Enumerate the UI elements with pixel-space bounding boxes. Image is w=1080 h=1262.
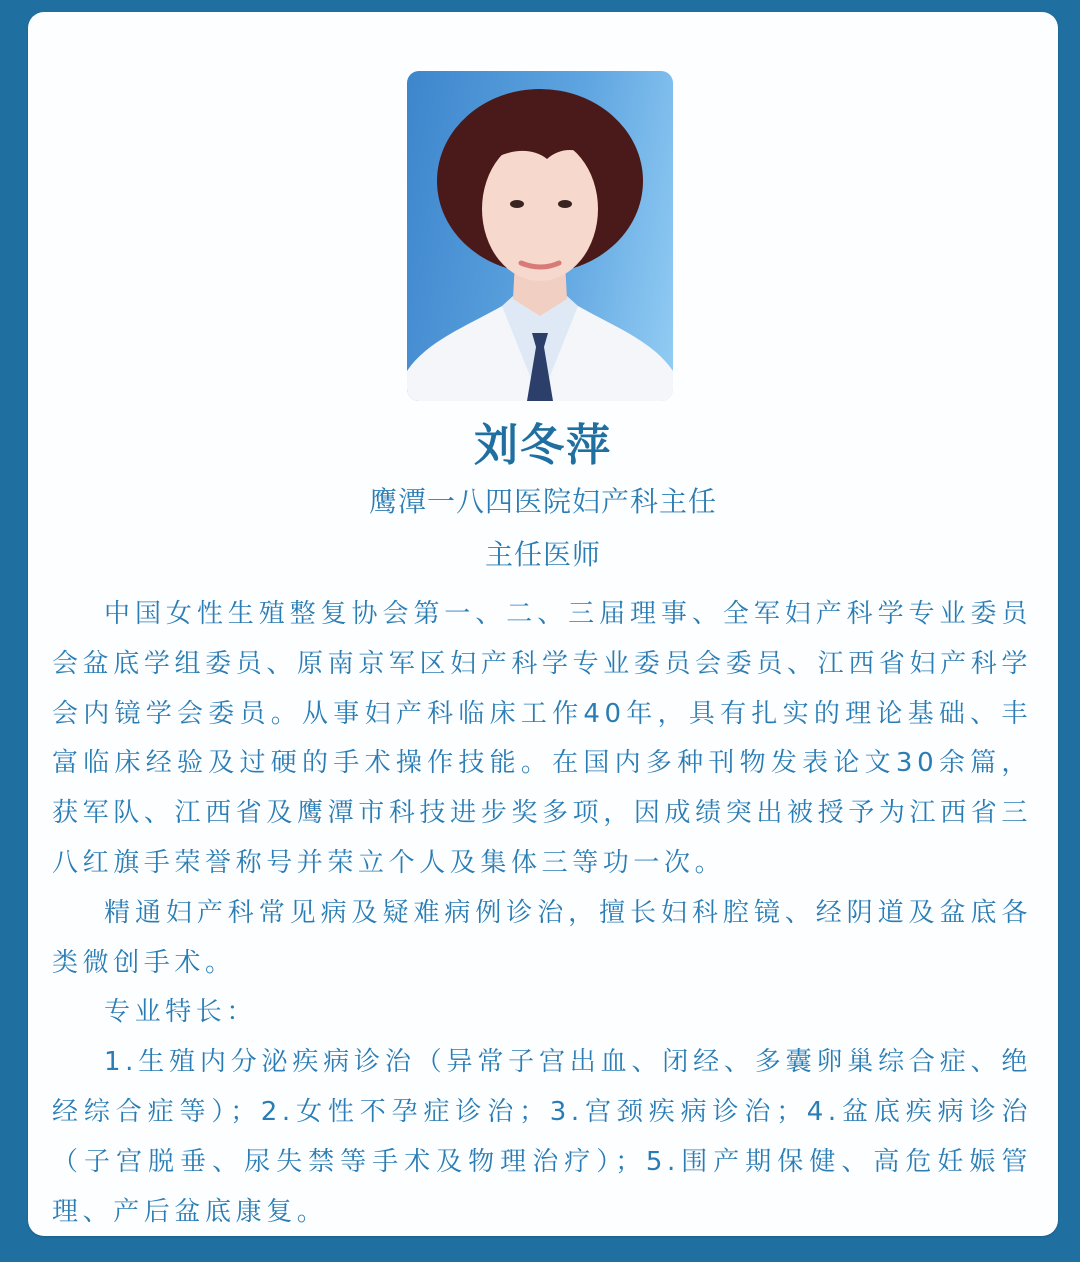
bio-specialties-list: 1.生殖内分泌疾病诊治（异常子宫出血、闭经、多囊卵巢综合症、绝经综合症等）；2.女性不孕症诊治；3.宫颈疾病诊治；4.盆底疾病诊治（子宫脱垂、尿失禁等手术及物理治疗）；5.围产期保健、高危妊娠管理、产后盆底康复。	[52, 1047, 1032, 1227]
bio-specialties-heading: 专业特长：	[104, 997, 258, 1028]
bio-paragraph-expertise: 精通妇产科常见病及疑难病例诊治，擅长妇科腔镜、经阴道及盆底各类微创手术。	[52, 897, 1032, 978]
doctor-name: 刘冬萍	[474, 420, 612, 471]
bio-text	[52, 590, 1032, 1237]
doctor-photo	[407, 71, 673, 401]
bio-paragraph-career: 中国女性生殖整复协会第一、二、三届理事、全军妇产科学专业委员会盆底学组委员、原南京军区妇产科学专业委员会委员、江西省妇产科学会内镜学会委员。从事妇产科临床工作40年，具有扎实的理论基础、丰富临床经验及过硬的手术操作技能。在国内多种刊物发表论文30余篇，获军队、江西省及鹰潭市科技进步奖多项，因成绩突出被授予为江西省三八红旗手荣誉称号并荣立个人及集体三等功一次。	[52, 599, 1032, 878]
doctor-title: 主任医师	[484, 538, 601, 571]
profile-card	[28, 12, 1058, 1236]
doctor-position: 鹰潭一八四医院妇产科主任	[368, 485, 717, 518]
portrait-illustration	[407, 71, 673, 401]
